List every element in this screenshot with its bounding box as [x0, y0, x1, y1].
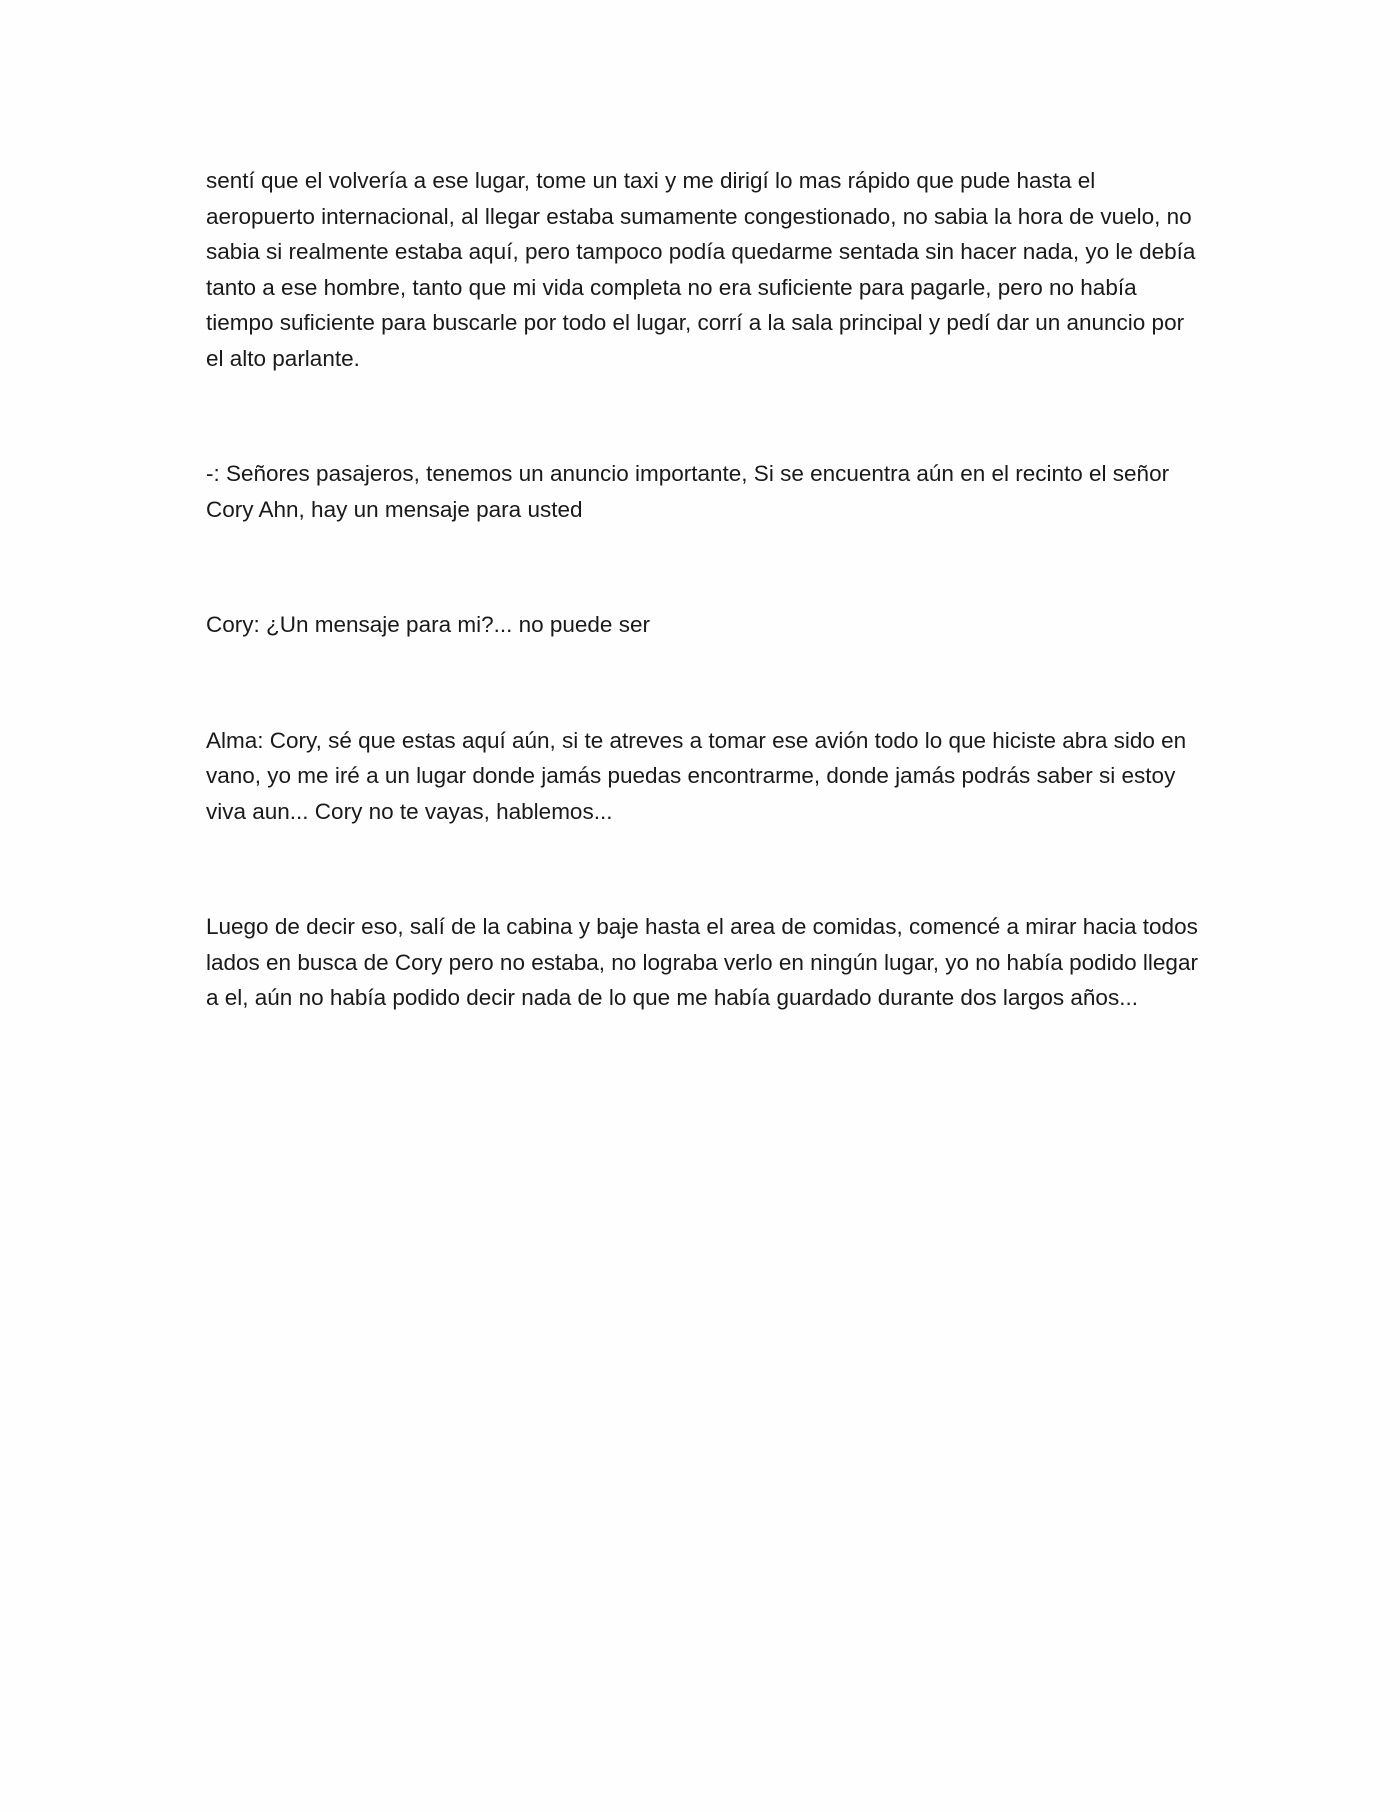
paragraph-announcement: -: Señores pasajeros, tenemos un anuncio importante, Si se encuentra aún en el recinto el señor Cory Ahn, hay un mensaje para usted [206, 461, 1170, 522]
paragraph-cory-dialogue: Cory: ¿Un mensaje para mi?... no puede ser [206, 612, 650, 637]
paragraph-narration-search: Luego de decir eso, salí de la cabina y baje hasta el area de comidas, comencé a mirar hacia todos lados en busca de Cory pero no estaba, no lograba verlo en ningún lugar, yo no había podido llegar a el, aún no había podido decir nada de lo que me había guardado durante dos largos años... [206, 914, 1198, 1010]
document-body [206, 163, 1206, 1016]
paragraph-alma-dialogue: Alma: Cory, sé que estas aquí aún, si te atreves a tomar ese avión todo lo que hiciste abra sido en vano, yo me iré a un lugar donde jamás puedas encontrarme, donde jamás podrás saber si estoy viva aun... Cory no te vayas, hablemos... [206, 727, 1187, 824]
paragraph-narration-airport: sentí que el volvería a ese lugar, tome un taxi y me dirigí lo mas rápido que pude hasta el aeropuerto internacional, al llegar estaba sumamente congestionado, no sabia la hora de vuelo, no sabia si realmente estaba aquí, pero tampoco podía quedarme sentada sin hacer nada, yo le debía tanto a ese hombre, tanto que mi vida completa no era suficiente para pagarle, pero no había tiempo suficiente para buscarle por todo el lugar, corrí a la sala principal y pedí dar un anuncio por el alto parlante. [206, 168, 1196, 371]
